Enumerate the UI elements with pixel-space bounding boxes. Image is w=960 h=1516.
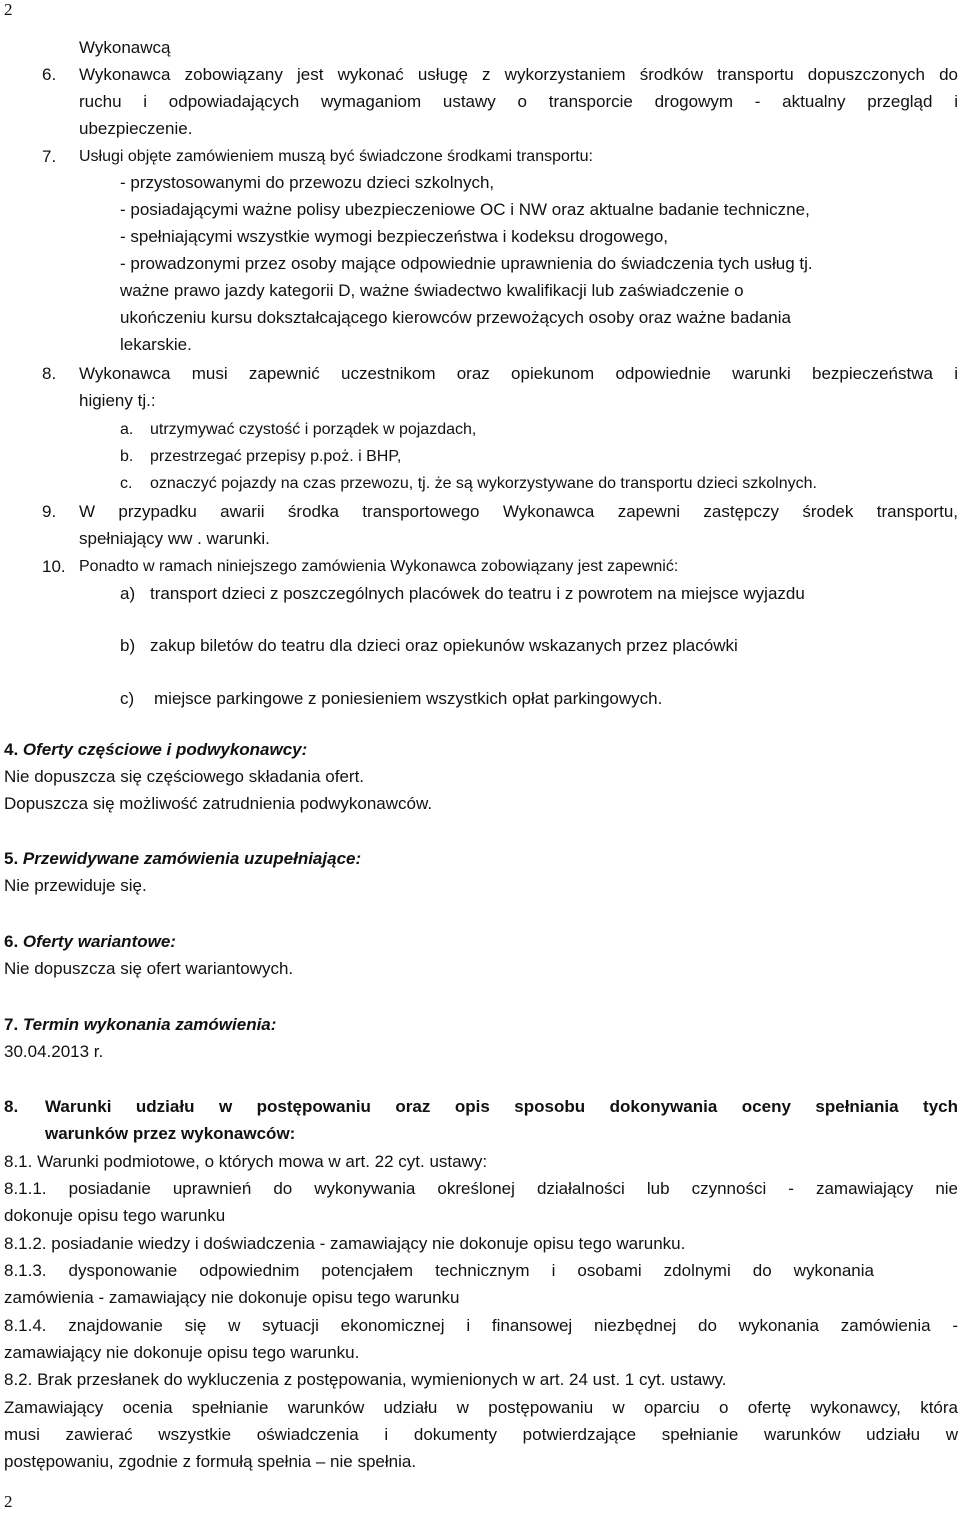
section-8-line-5: 8.1.3. dysponowanie odpowiednim potencjałem technicznym i osobami zdolnymi do wykonania <box>4 1261 874 1280</box>
item-8-sub-c: oznaczyć pojazdy na czas przewozu, tj. że są wykorzystywane do transportu dzieci szkolnych. <box>150 475 817 492</box>
item-7-line-1: Usługi objęte zamówieniem muszą być świadczone środkami transportu: <box>79 148 593 165</box>
section-6-heading <box>4 928 176 955</box>
section-4-line-2: Dopuszcza się możliwość zatrudnienia podwykonawców. <box>4 794 433 813</box>
section-6-line-1: Nie dopuszcza się ofert wariantowych. <box>4 959 294 978</box>
item-10-number: 10. <box>42 557 66 576</box>
section-5-heading <box>4 845 361 872</box>
item-10-sub-b: zakup biletów do teatru dla dzieci oraz opiekunów wskazanych przez placówki <box>150 636 738 655</box>
section-8-number: 8. <box>4 1097 19 1116</box>
section-4-number: 4. <box>4 740 19 759</box>
item-6-number: 6. <box>42 65 57 84</box>
item-10-sub-a-label: a) <box>120 584 136 603</box>
section-5-number: 5. <box>4 849 19 868</box>
item-8-line-2: higieny tj.: <box>79 391 156 410</box>
section-6-number: 6. <box>4 932 19 951</box>
section-7-line-1: 30.04.2013 r. <box>4 1042 104 1061</box>
section-7-title: Termin wykonania zamówienia: <box>22 1015 277 1034</box>
section-8-line-1: 8.1. Warunki podmiotowe, o których mowa w art. 22 cyt. ustawy: <box>4 1152 488 1171</box>
section-8-line-10: Zamawiający ocenia spełnianie warunków udziału w postępowaniu w oparciu o ofertę wykonawcy, która <box>4 1398 958 1417</box>
section-8-line-12: postępowaniu, zgodnie z formułą spełnia – nie spełnia. <box>4 1452 417 1471</box>
item-9-number: 9. <box>42 502 57 521</box>
section-8-title-line-1: Warunki udziału w postępowaniu oraz opis sposobu dokonywania oceny spełniania tych <box>45 1097 958 1116</box>
section-4-line-1: Nie dopuszcza się częściowego składania ofert. <box>4 767 365 786</box>
section-8-title-line-2: warunków przez wykonawców: <box>45 1124 296 1143</box>
item-10-sub-a: transport dzieci z poszczególnych placówek do teatru i z powrotem na miejsce wyjazdu <box>150 584 805 603</box>
item-8-number: 8. <box>42 364 57 383</box>
item-7-number: 7. <box>42 147 57 166</box>
item-7-line-6: ważne prawo jazdy kategorii D, ważne świadectwo kwalifikacji lub zaświadczenie o <box>120 281 744 300</box>
section-5-line-1: Nie przewiduje się. <box>4 876 147 895</box>
section-6-title: Oferty wariantowe: <box>22 932 176 951</box>
intro-continuation: Wykonawcą <box>79 38 171 57</box>
section-8-line-2: 8.1.1. posiadanie uprawnień do wykonywania określonej działalności lub czynności - zamawiający nie <box>4 1179 958 1198</box>
section-4-title: Oferty częściowe i podwykonawcy: <box>22 740 308 759</box>
item-8-sub-c-label: c. <box>120 475 133 492</box>
item-6-line-1: Wykonawca zobowiązany jest wykonać usługę z wykorzystaniem środków transportu dopuszczonych do <box>79 65 958 84</box>
item-7-line-2: - przystosowanymi do przewozu dzieci szkolnych, <box>120 173 495 192</box>
item-8-sub-a-label: a. <box>120 421 134 438</box>
item-8-sub-a: utrzymywać czystość i porządek w pojazdach, <box>150 421 477 438</box>
item-7-line-7: ukończeniu kursu dokształcającego kierowców przewożących osoby oraz ważne badania <box>120 308 791 327</box>
item-10-sub-c: miejsce parkingowe z poniesieniem wszystkich opłat parkingowych. <box>154 689 663 708</box>
section-8-line-9: 8.2. Brak przesłanek do wykluczenia z postępowania, wymienionych w art. 24 ust. 1 cyt. ustawy. <box>4 1370 727 1389</box>
section-8-line-11: musi zawierać wszystkie oświadczenia i dokumenty potwierdzające spełnianie warunków udziału w <box>4 1425 958 1444</box>
section-7-heading <box>4 1011 276 1038</box>
item-8-sub-b-label: b. <box>120 448 134 465</box>
item-8-sub-b: przestrzegać przepisy p.poż. i BHP, <box>150 448 402 465</box>
item-9-line-2: spełniający ww . warunki. <box>79 529 270 548</box>
page-number-top: 2 <box>4 0 13 19</box>
item-10-sub-b-label: b) <box>120 636 136 655</box>
item-9-line-1: W przypadku awarii środka transportowego Wykonawca zapewni zastępczy środek transportu, <box>79 502 958 521</box>
item-10-line-1: Ponadto w ramach niniejszego zamówienia Wykonawca zobowiązany jest zapewnić: <box>79 558 679 575</box>
section-7-number: 7. <box>4 1015 19 1034</box>
item-6-line-3: ubezpieczenie. <box>79 119 193 138</box>
item-7-line-3: - posiadającymi ważne polisy ubezpieczeniowe OC i NW oraz aktualne badanie techniczne, <box>120 200 810 219</box>
section-8-line-7: 8.1.4. znajdowanie się w sytuacji ekonomicznej i finansowej niezbędnej do wykonania zamówienia - <box>4 1316 958 1335</box>
section-8-line-8: zamawiający nie dokonuje opisu tego warunku. <box>4 1343 360 1362</box>
item-6-line-2: ruchu i odpowiadających wymaganiom ustawy o transporcie drogowym - aktualny przegląd i <box>79 92 958 111</box>
item-8-line-1: Wykonawca musi zapewnić uczestnikom oraz opiekunom odpowiednie warunki bezpieczeństwa i <box>79 364 958 383</box>
section-5-title: Przewidywane zamówienia uzupełniające: <box>22 849 362 868</box>
section-8-line-3: dokonuje opisu tego warunku <box>4 1206 226 1225</box>
section-4-heading <box>4 736 307 763</box>
item-7-line-4: - spełniającymi wszystkie wymogi bezpieczeństwa i kodeksu drogowego, <box>120 227 669 246</box>
section-8-line-4: 8.1.2. posiadanie wiedzy i doświadczenia - zamawiający nie dokonuje opisu tego warunku. <box>4 1234 686 1253</box>
item-7-line-8: lekarskie. <box>120 335 192 354</box>
item-7-line-5: - prowadzonymi przez osoby mające odpowiednie uprawnienia do świadczenia tych usług tj. <box>120 254 813 273</box>
page-number-bottom: 2 <box>4 1492 13 1511</box>
item-10-sub-c-label: c) <box>120 689 135 708</box>
section-8-line-6: zamówienia - zamawiający nie dokonuje opisu tego warunku <box>4 1288 460 1307</box>
